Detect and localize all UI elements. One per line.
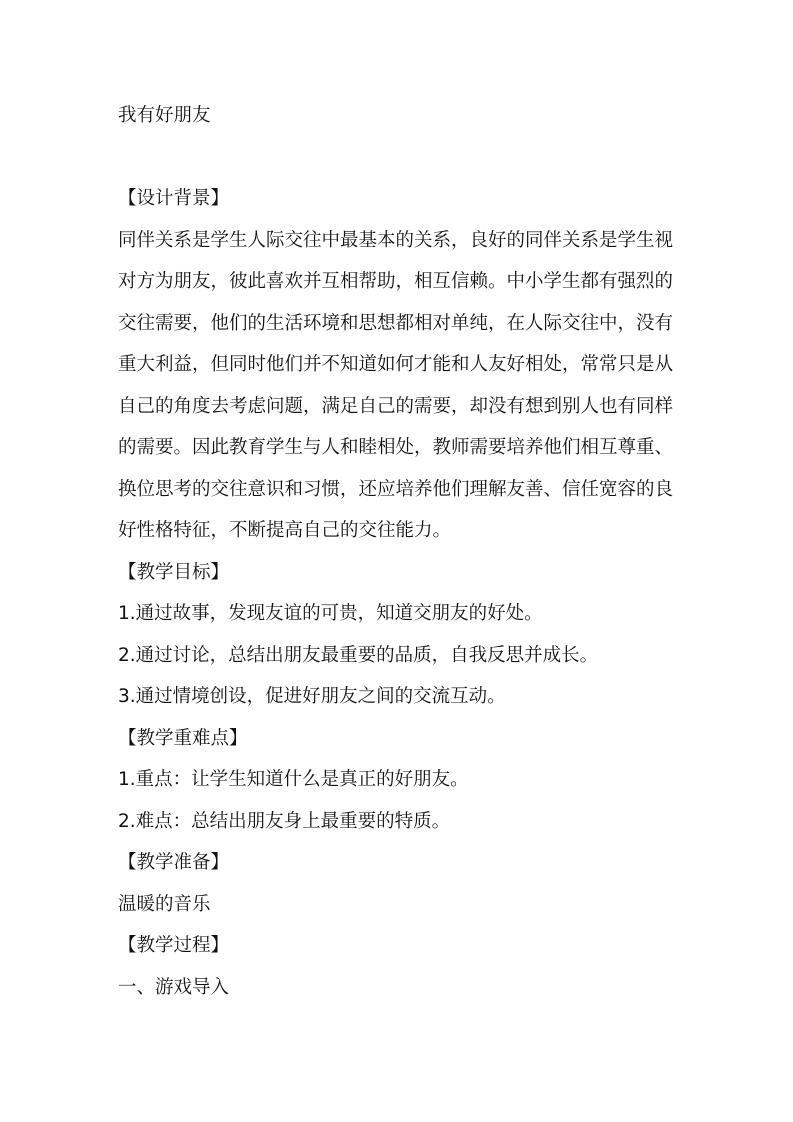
paragraph-line: 重大利益，但同时他们并不知道如何才能和人友好相处，常常只是从 — [118, 354, 674, 375]
paragraph-line: 3.通过情境创设，促进好朋友之间的交流互动。 — [118, 686, 506, 707]
document-title: 我有好朋友 — [118, 105, 211, 126]
paragraph-line: 的需要。因此教育学生与人和睦相处，教师需要培养他们相互尊重、 — [118, 437, 674, 458]
paragraph-line: 对方为朋友，彼此喜欢并互相帮助，相互信赖。中小学生都有强烈的 — [118, 271, 674, 292]
section-heading: 【教学准备】 — [118, 852, 230, 873]
paragraph-line: 2.难点：总结出朋友身上最重要的特质。 — [118, 810, 451, 832]
paragraph-line: 交往需要，他们的生活环境和思想都相对单纯，在人际交往中，没有 — [118, 312, 674, 334]
paragraph-line: 一、游戏导入 — [118, 976, 230, 998]
section-heading: 【教学目标】 — [118, 561, 230, 583]
section-heading: 【教学过程】 — [118, 935, 230, 956]
paragraph-line: 同伴关系是学生人际交往中最基本的关系，良好的同伴关系是学生视 — [118, 229, 674, 251]
section-heading: 【设计背景】 — [118, 188, 230, 209]
paragraph-line: 温暖的音乐 — [118, 893, 211, 915]
paragraph-line: 自己的角度去考虑问题，满足自己的需要，却没有想到别人也有同样 — [118, 395, 674, 417]
paragraph-line: 2.通过讨论，总结出朋友最重要的品质，自我反思并成长。 — [118, 644, 599, 666]
paragraph-line: 1.重点：让学生知道什么是真正的好朋友。 — [118, 769, 469, 790]
blank-line — [118, 137, 698, 179]
paragraph-line: 1.通过故事，发现友谊的可贵，知道交朋友的好处。 — [118, 603, 543, 624]
paragraph-line: 换位思考的交往意识和习惯，还应培养他们理解友善、信任宽容的良 — [118, 478, 674, 500]
document-page — [118, 95, 698, 1008]
paragraph-line: 好性格特征，不断提高自己的交往能力。 — [118, 520, 452, 541]
section-heading: 【教学重难点】 — [118, 727, 248, 749]
